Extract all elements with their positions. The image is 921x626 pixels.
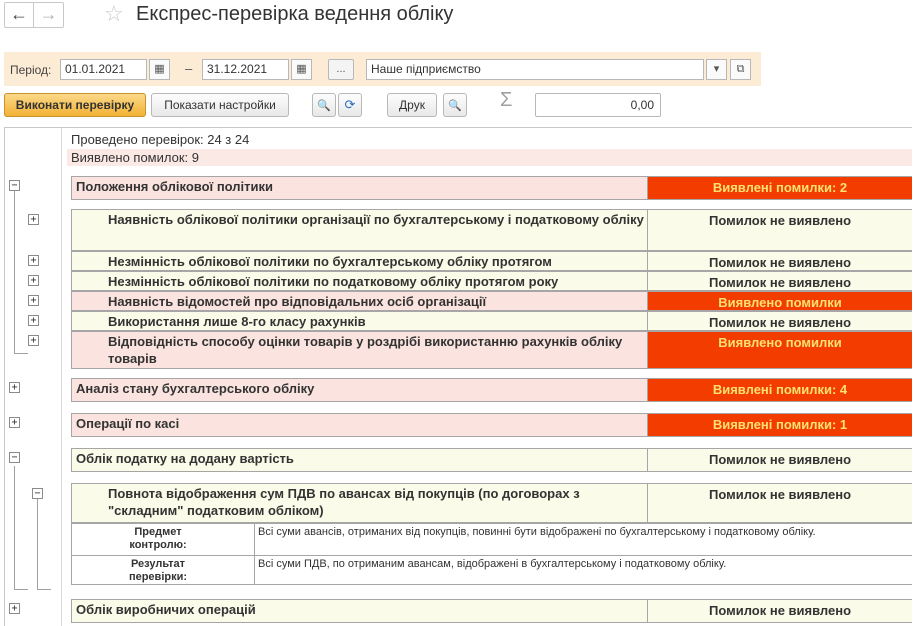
tree-gutter-divider [61,128,62,626]
expand-toggle[interactable]: + [9,603,20,614]
expand-toggle[interactable]: + [28,275,39,286]
expand-toggle[interactable]: + [28,335,39,346]
check-row[interactable] [71,271,912,291]
tree-connector [14,191,15,353]
check-status: Помилок не виявлено [647,312,912,330]
sigma-icon: Σ [500,89,513,111]
search-icon: 🔍 [317,100,331,112]
group-row[interactable] [71,413,912,437]
print-preview-button[interactable] [443,93,467,117]
check-title: Наявність облікової політики організації по бухгалтерському і податковому обліку [108,212,644,227]
period-choose-button[interactable]: ... [328,59,354,80]
check-row[interactable] [71,331,912,369]
expand-toggle[interactable]: + [9,417,20,428]
detail-divider [72,555,912,556]
check-title: Наявність відомостей про відповідальних осіб організації [108,294,487,309]
group-status: Помилок не виявлено [647,600,912,622]
refresh-icon: ⟳ [344,97,356,112]
check-status: Помилок не виявлено [647,252,912,270]
group-title: Облік виробничих операцій [76,602,256,617]
period-label: Період: [10,63,52,77]
group-title: Облік податку на додану вартість [76,451,294,466]
group-title: Операції по касі [76,416,180,431]
expand-toggle[interactable]: + [9,382,20,393]
calendar-icon: ▦ [296,63,307,75]
tree-connector [14,353,28,354]
check-detail-table [71,523,912,585]
organization-select[interactable]: Наше підприємство [366,59,704,80]
result-label: Результат перевірки: [128,558,188,583]
forward-button[interactable] [34,2,64,28]
check-status: Помилок не виявлено [647,272,912,290]
group-title: Положення облікової політики [76,179,274,194]
errors-found-text: Виявлено помилок: 9 [71,150,199,165]
calendar-icon: ▦ [154,63,165,75]
expand-toggle[interactable]: + [28,255,39,266]
check-status: Виявлено помилки [647,292,912,310]
check-title: Незмінність облікової політики по податковому обліку протягом року [108,274,559,289]
check-row[interactable] [71,291,912,311]
period-to-input[interactable]: 31.12.2021 [202,59,289,80]
window-title: Експрес-перевірка ведення обліку [136,3,454,25]
arrow-left-icon: ← [10,4,28,24]
check-row[interactable] [71,483,912,523]
check-status: Помилок не виявлено [647,210,912,250]
calendar-to-button[interactable] [291,59,312,80]
check-title: Використання лише 8-го класу рахунків [108,314,366,329]
check-status: Помилок не виявлено [647,484,912,522]
group-row[interactable] [71,176,912,200]
period-bar [4,52,761,86]
check-row[interactable] [71,251,912,271]
tree-connector [37,499,38,589]
print-button[interactable]: Друк [387,93,437,117]
subject-label: Предмет контролю: [129,526,187,551]
subject-text: Всі суми авансів, отриманих від покупців, повинні бути відображені по бухгалтерському і податковому обліку. [258,526,816,538]
group-status: Виявлені помилки: 2 [647,177,912,199]
period-from-input[interactable]: 01.01.2021 [60,59,147,80]
check-row[interactable] [71,311,912,331]
title-bar [0,0,921,36]
search-button[interactable] [312,93,336,117]
open-window-icon: ⧉ [736,63,745,75]
group-title: Аналіз стану бухгалтерського обліку [76,381,315,396]
tree-connector [14,589,28,590]
chevron-down-icon: ▾ [713,63,720,75]
group-row[interactable] [71,378,912,402]
expand-toggle[interactable]: + [28,214,39,225]
group-status: Виявлені помилки: 1 [647,414,912,436]
detail-divider [254,524,255,584]
collapse-toggle[interactable]: − [9,180,20,191]
favorite-star-icon[interactable]: ☆ [104,1,124,26]
check-title: Повнота відображення сум ПДВ по авансах від покупців (по договорах з "складним" податковим обліком) [108,486,580,518]
calendar-from-button[interactable] [149,59,170,80]
check-title: Відповідність способу оцінки товарів у роздрібі використанню рахунків обліку товарів [108,334,623,366]
check-results-tree[interactable] [4,127,912,626]
run-check-button[interactable]: Виконати перевірку [4,93,146,117]
group-row[interactable] [71,599,912,623]
group-status: Помилок не виявлено [647,449,912,471]
organization-dropdown-button[interactable] [706,59,727,80]
group-status: Виявлені помилки: 4 [647,379,912,401]
checks-done-text: Проведено перевірок: 24 з 24 [71,132,250,147]
group-row[interactable] [71,448,912,472]
refresh-search-button[interactable] [338,93,362,117]
expand-toggle[interactable]: + [28,315,39,326]
expand-toggle[interactable]: + [28,295,39,306]
period-dash: – [185,61,193,76]
check-row[interactable] [71,209,912,251]
arrow-right-icon: → [39,4,58,24]
check-status: Виявлено помилки [647,332,912,368]
tree-connector [14,466,15,589]
show-settings-button[interactable]: Показати настройки [151,93,289,117]
preview-icon: 🔍 [448,100,462,112]
collapse-toggle[interactable]: − [32,488,43,499]
organization-open-button[interactable] [730,59,751,80]
result-text: Всі суми ПДВ, по отриманим авансам, відображені в бухгалтерському і податковому обліку. [258,558,727,570]
back-button[interactable] [4,2,34,28]
collapse-toggle[interactable]: − [9,452,20,463]
check-title: Незмінність облікової політики по бухгалтерському обліку протягом [108,254,552,269]
sum-field: 0,00 [535,93,661,117]
tree-connector [37,589,51,590]
